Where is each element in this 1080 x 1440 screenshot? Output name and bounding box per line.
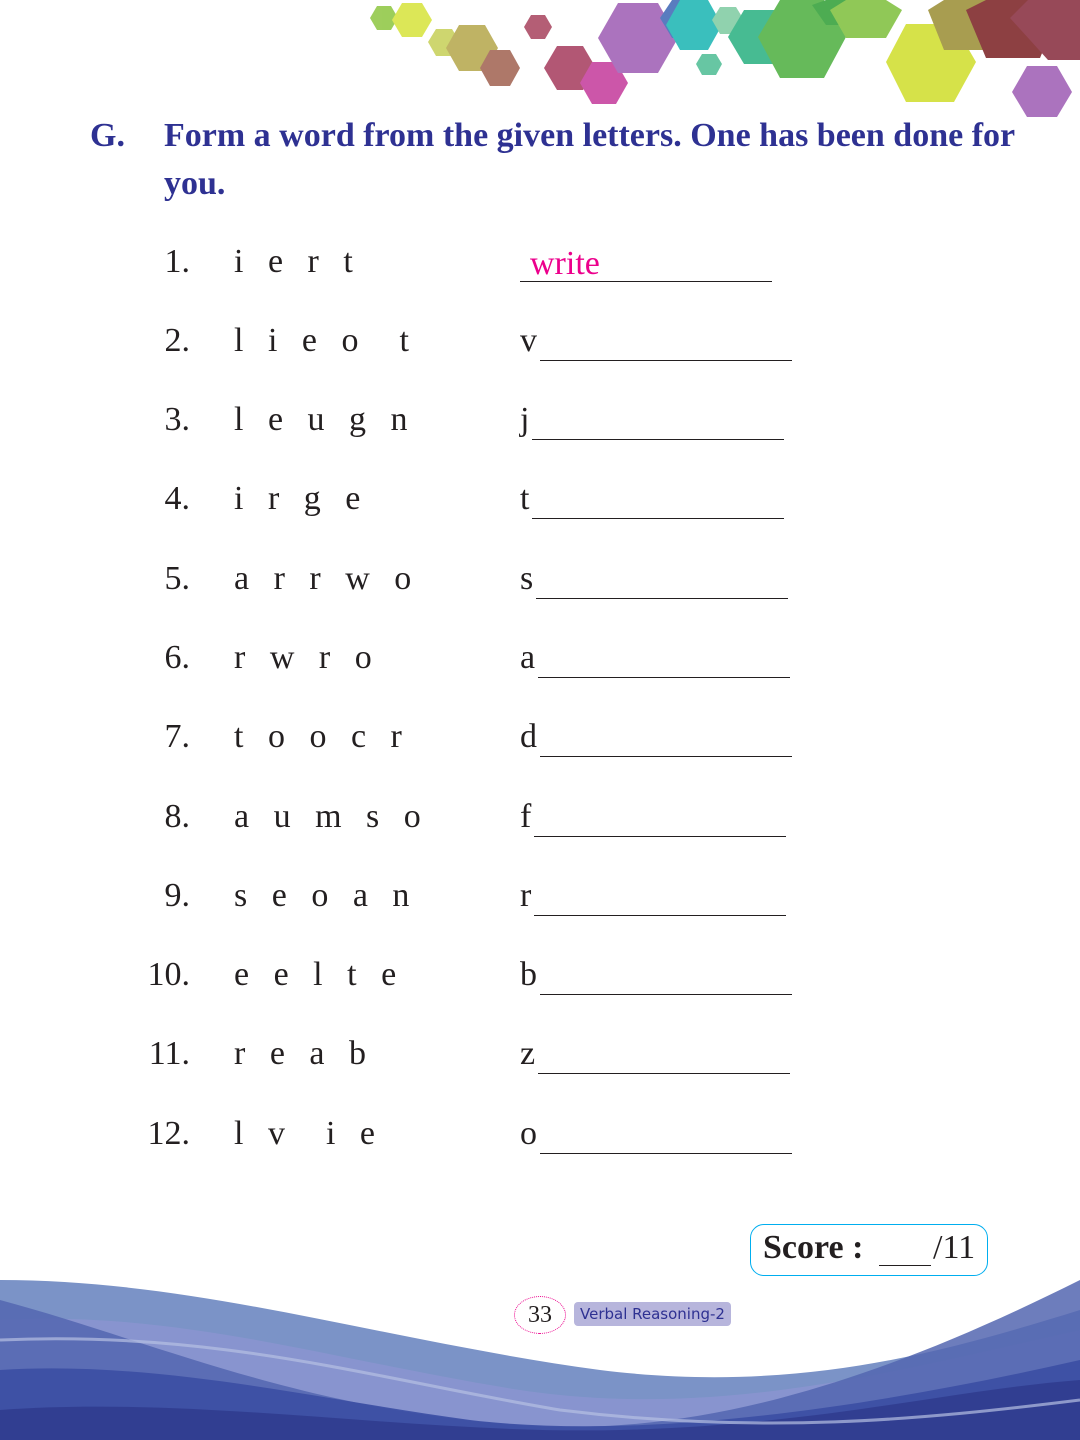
exercise-item xyxy=(0,715,1080,765)
item-number: 4. xyxy=(164,480,190,517)
exercise-item xyxy=(0,795,1080,845)
answer-first-letter: z xyxy=(520,1035,536,1072)
exercise-item xyxy=(0,240,1080,290)
item-number: 10. xyxy=(147,956,190,993)
answer-first-letter: b xyxy=(520,956,537,993)
jumbled-letters: t o o c r xyxy=(234,718,410,755)
jumbled-letters: s e o a n xyxy=(234,877,418,914)
item-number: 7. xyxy=(164,718,190,755)
answer-first-letter: a xyxy=(520,639,536,676)
answer-line xyxy=(540,1153,792,1154)
answer-first-letter: j xyxy=(520,401,530,438)
answer-line xyxy=(536,598,788,599)
answer-blank[interactable] xyxy=(520,557,788,603)
answer-blank[interactable] xyxy=(520,319,792,365)
section-letter: G. xyxy=(90,117,125,154)
answer-line xyxy=(540,994,792,995)
exercise-item xyxy=(0,1032,1080,1082)
exercise-item xyxy=(0,557,1080,607)
answer-blank[interactable] xyxy=(520,240,772,286)
answer-blank[interactable] xyxy=(520,636,790,682)
answer-blank[interactable] xyxy=(520,1112,792,1158)
score-box xyxy=(750,1224,988,1276)
decorative-wave-footer xyxy=(0,1260,1080,1440)
exercise-item xyxy=(0,636,1080,686)
answer-first-letter: v xyxy=(520,322,537,359)
answer-blank[interactable] xyxy=(520,1032,790,1078)
item-number: 6. xyxy=(164,639,190,676)
jumbled-letters: l v i e xyxy=(234,1115,383,1152)
answer-line xyxy=(532,439,784,440)
jumbled-letters: i e r t xyxy=(234,243,361,280)
exercise-item xyxy=(0,319,1080,369)
score-total: /11 xyxy=(933,1229,976,1266)
item-number: 11. xyxy=(148,1035,190,1072)
item-number: 3. xyxy=(164,401,190,438)
item-number: 1. xyxy=(164,243,190,280)
exercise-item xyxy=(0,953,1080,1003)
jumbled-letters: l e u g n xyxy=(234,401,416,438)
item-number: 12. xyxy=(147,1115,190,1152)
item-number: 8. xyxy=(164,798,190,835)
example-answer: write xyxy=(530,245,600,282)
answer-first-letter: s xyxy=(520,560,534,597)
answer-line xyxy=(534,836,786,837)
answer-line xyxy=(532,518,784,519)
answer-first-letter: r xyxy=(520,877,532,914)
item-number: 5. xyxy=(164,560,190,597)
answer-blank[interactable] xyxy=(520,953,792,999)
jumbled-letters: r e a b xyxy=(234,1035,375,1072)
page-number: 33 xyxy=(514,1296,566,1334)
answer-line xyxy=(538,677,790,678)
answer-blank[interactable] xyxy=(520,477,784,523)
jumbled-letters: a r r w o xyxy=(234,560,420,597)
answer-blank[interactable] xyxy=(520,715,792,761)
answer-first-letter: o xyxy=(520,1115,537,1152)
jumbled-letters: i r g e xyxy=(234,480,369,517)
item-number: 9. xyxy=(164,877,190,914)
answer-blank[interactable] xyxy=(520,398,784,444)
jumbled-letters: a u m s o xyxy=(234,798,429,835)
item-number: 2. xyxy=(164,322,190,359)
jumbled-letters: e e l t e xyxy=(234,956,405,993)
answer-line xyxy=(540,360,792,361)
exercise-item xyxy=(0,1112,1080,1162)
instruction-text: Form a word from the given letters. One has been done for you. xyxy=(164,117,1015,202)
jumbled-letters: l i e o t xyxy=(234,322,417,359)
exercise-item xyxy=(0,874,1080,924)
answer-first-letter: f xyxy=(520,798,532,835)
answer-first-letter: d xyxy=(520,718,537,755)
exercise-item xyxy=(0,398,1080,448)
decorative-hexagon-banner xyxy=(0,0,1080,130)
jumbled-letters: r w r o xyxy=(234,639,380,676)
answer-line xyxy=(534,915,786,916)
answer-line xyxy=(540,756,792,757)
book-title-tag: Verbal Reasoning-2 xyxy=(574,1302,731,1326)
answer-blank[interactable] xyxy=(520,874,786,920)
score-blank[interactable] xyxy=(879,1265,931,1266)
answer-line xyxy=(538,1073,790,1074)
score-label: Score : xyxy=(763,1229,864,1266)
exercise-item xyxy=(0,477,1080,527)
answer-blank[interactable] xyxy=(520,795,786,841)
answer-first-letter: t xyxy=(520,480,530,517)
